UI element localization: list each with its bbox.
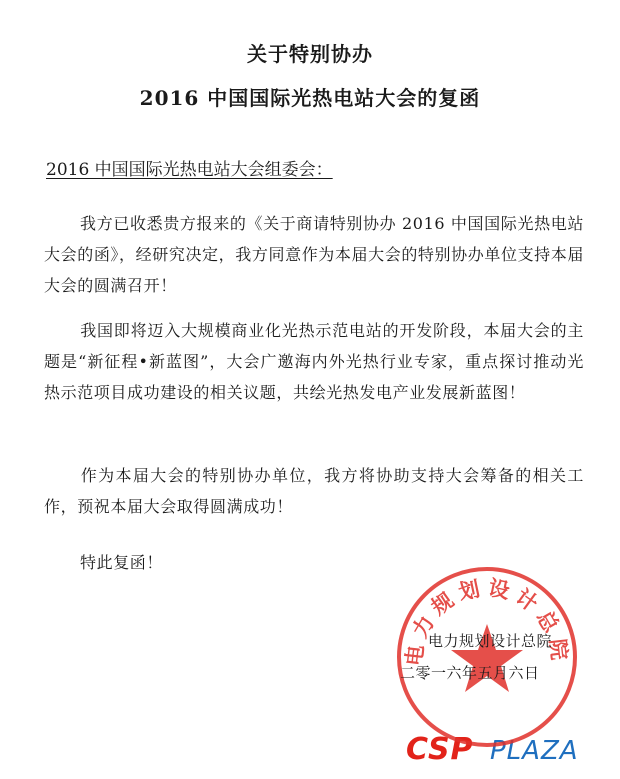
paragraph-3-text: 作为本届大会的特别协办单位，我方将协助支持大会筹备的相关工作，预祝本届大会取得圆满成功！ [44,466,584,516]
paragraph-2 [44,315,584,408]
logo-csp: CSP [406,732,474,767]
paragraph-4-text: 特此复函！ [80,553,164,572]
official-seal-icon [392,562,582,752]
logo-plaza: PLAZA [490,736,579,766]
paragraph-2-text: 我国即将迈入大规模商业化光热示范电站的开发阶段，本届大会的主题是“新征程•新蓝图”，大会广邀海内外光热行业专家，重点探讨推动光热示范项目成功建设的相关议题，共绘光热发电产业发展新蓝图！ [44,321,584,402]
paragraph-3 [44,460,584,522]
paragraph-1 [44,208,584,301]
seal-text: 电力规划设计总院 [401,574,573,668]
title-line-1: 关于特别协办 [247,42,373,66]
addressee: 2016 中国国际光热电站大会组委会： [46,160,333,180]
signatory: 电力规划设计总院 [428,632,553,650]
title-line-2: 2016 中国国际光热电站大会的复函 [139,86,481,110]
letter-date: 二零一六年五月六日 [400,664,540,682]
paragraph-1-text: 我方已收悉贵方报来的《关于商请特别协办 2016 中国国际光热电站大会的函》，经研究决定，我方同意作为本届大会的特别协办单位支持本届大会的圆满召开！ [44,214,584,295]
